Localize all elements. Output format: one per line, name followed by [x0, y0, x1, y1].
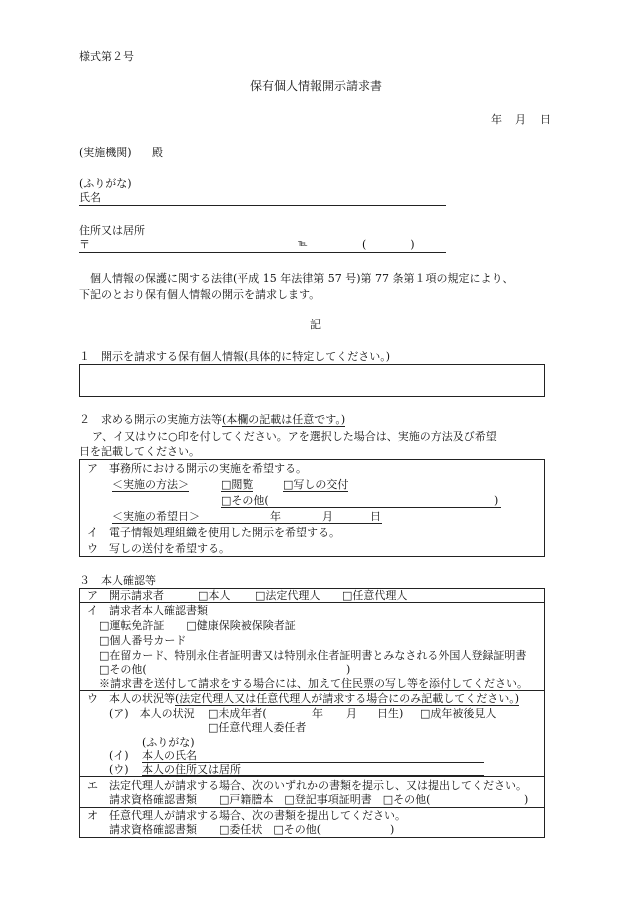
ki-label: 記	[310, 318, 321, 331]
principal-name-marker: (イ)	[109, 749, 129, 762]
divider	[79, 807, 545, 808]
wish-month: 月	[322, 510, 333, 523]
id-docs-line-3[interactable]: □在留カード、特別永住者証明書又は特別永住者証明書とみなされる外国人登録証明書	[99, 649, 527, 662]
minor-checkbox[interactable]: □未成年者(	[208, 707, 267, 720]
principal-status-title	[87, 692, 519, 705]
page-title: 保有個人情報開示請求書	[250, 79, 383, 93]
addressee-agency: (実施機関)	[79, 146, 132, 159]
section2-heading	[79, 413, 345, 426]
wish-year: 年	[270, 510, 281, 523]
id-docs-line-1[interactable]: □運転免許証 □健康保険被保険者証	[99, 619, 296, 632]
method-copy[interactable]: □写しの交付	[283, 478, 349, 491]
id-docs-note: ※請求書を送付して請求をする場合には、加えて住民票の写し等を添付してください。	[99, 677, 528, 690]
method-other-underline	[221, 507, 501, 508]
id-docs-title: イ 請求者本人確認書類	[87, 604, 208, 617]
principal-address-marker: (ウ)	[109, 763, 129, 776]
option-u-label: ウ 写しの送付を希望する。	[87, 542, 230, 555]
form-number: 様式第２号	[79, 50, 134, 63]
principal-status-label: (ア) 本人の状況	[109, 707, 195, 720]
minor-birth-day: 日生)	[377, 707, 404, 720]
method-other[interactable]: □その他(	[221, 494, 269, 507]
principal-status-title-main: ウ 本人の状況等	[87, 692, 175, 705]
date-month: 月	[515, 113, 526, 126]
tel-paren: ( )	[362, 238, 415, 251]
minor-birth-month: 月	[346, 707, 357, 720]
voluntary-principal-checkbox[interactable]: □任意代理人委任者	[208, 721, 307, 734]
divider	[79, 776, 545, 777]
adult-ward-checkbox[interactable]: □成年被後見人	[420, 707, 497, 720]
voluntary-agent-docs-close: )	[390, 823, 395, 836]
section2-heading-note: (本欄の記載は任意です。)	[222, 413, 346, 426]
postal-mark: 〒	[79, 238, 90, 251]
wish-date-field[interactable]	[112, 523, 382, 524]
section2-instruction-2: 日を記載してください。	[79, 445, 200, 458]
principal-name-label: 本人の氏名	[142, 749, 197, 762]
method-label: ＜実施の方法＞	[112, 478, 189, 491]
section2-instruction-1: ア、イ又はウに○印を付してください。アを選択した場合は、実施の方法及び希望	[92, 430, 497, 443]
id-docs-line-2[interactable]: □個人番号カード	[99, 634, 187, 647]
addressee-honorific: 殿	[152, 146, 163, 159]
legal-agent-docs-close: )	[524, 793, 529, 806]
requester-label: ア 開示請求者	[87, 589, 164, 602]
requester-voluntary-agent-checkbox[interactable]: □任意代理人	[342, 589, 408, 602]
divider	[79, 602, 545, 603]
voluntary-agent-docs-title: オ 任意代理人が請求する場合、次の書類を提出してください。	[87, 809, 406, 822]
option-i-label: イ 電子情報処理組織を使用した開示を希望する。	[87, 526, 340, 539]
date-day: 日	[540, 113, 551, 126]
tel-label: ℡	[298, 239, 308, 249]
furigana-label: (ふりがな)	[79, 177, 132, 190]
section2-heading-main: ２ 求める開示の実施方法等	[79, 413, 222, 426]
principal-status-title-note: (法定代理人又は任意代理人が請求する場合にのみ記載してください。)	[175, 692, 520, 705]
principal-furigana-label: (ふりがな)	[142, 736, 195, 749]
id-docs-other-close: )	[346, 663, 351, 676]
intro-line-1: 個人情報の保護に関する法律(平成 15 年法律第 57 号)第 77 条第１項の規定により、	[90, 272, 514, 285]
intro-line-2: 下記のとおり保有個人情報の開示を請求します。	[79, 288, 321, 301]
divider	[79, 690, 545, 691]
requester-self-checkbox[interactable]: □本人	[198, 589, 231, 602]
requested-info-box[interactable]	[79, 364, 545, 397]
section1-heading: １ 開示を請求する保有個人情報(具体的に特定してください。)	[79, 350, 391, 363]
address-label: 住所又は居所	[79, 224, 145, 237]
name-label: 氏名	[79, 191, 101, 204]
minor-birth-year: 年	[312, 707, 323, 720]
date-year: 年	[491, 113, 502, 126]
method-browse[interactable]: □閲覧	[221, 478, 254, 491]
wish-date-label: ＜実施の希望日＞	[112, 510, 200, 523]
id-docs-other[interactable]: □その他(	[99, 663, 147, 676]
method-other-close: )	[494, 494, 499, 507]
legal-agent-docs-options[interactable]: 請求資格確認書類 □戸籍謄本 □登記事項証明書 □その他(	[109, 793, 431, 806]
principal-address-label: 本人の住所又は居所	[142, 763, 241, 776]
address-field[interactable]	[79, 252, 446, 253]
option-a-label: ア 事務所における開示の実施を希望する。	[87, 462, 307, 475]
section3-heading: ３ 本人確認等	[79, 574, 156, 587]
voluntary-agent-docs-options[interactable]: 請求資格確認書類 □委任状 □その他(	[109, 823, 322, 836]
legal-agent-docs-title: エ 法定代理人が請求する場合、次のいずれかの書類を提示し、又は提出してください。	[87, 779, 527, 792]
wish-day: 日	[370, 510, 381, 523]
name-field[interactable]	[79, 205, 446, 206]
principal-address-field[interactable]	[142, 775, 484, 776]
requester-legal-agent-checkbox[interactable]: □法定代理人	[255, 589, 321, 602]
